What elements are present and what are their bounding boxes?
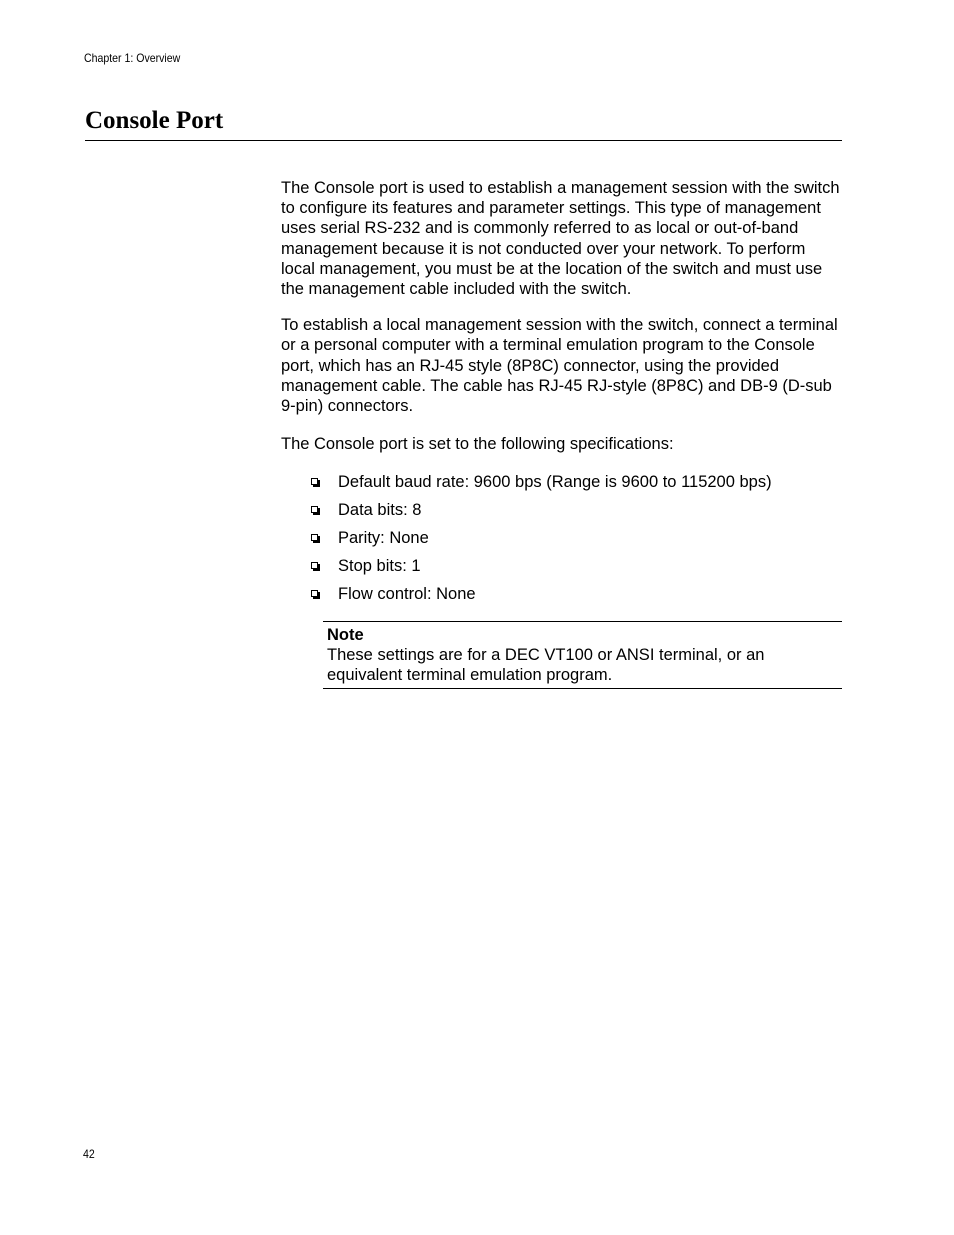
body-paragraph: The Console port is set to the following specifications: [281,435,674,454]
note-box [323,621,842,689]
title-divider [85,140,842,141]
note-heading: Note [327,626,364,644]
list-item-text: Default baud rate: 9600 bps (Range is 9600 to 115200 bps) [338,473,772,492]
checkbox-bullet-icon [311,478,318,485]
list-item-text: Parity: None [338,529,429,548]
list-item-text: Data bits: 8 [338,501,422,520]
checkbox-bullet-icon [311,562,318,569]
body-paragraph: To establish a local management session with the switch, connect a terminal or a personal computer with a terminal emulation program to the Console port, which has an RJ-45 style (8P8C) connector, using the provided management cable. The cable has RJ-45 RJ-style (8P8C) and DB-9 (D-sub 9-pin) connectors. [281,316,838,416]
list-item [281,500,841,528]
note-text: These settings are for a DEC VT100 or ANSI terminal, or an equivalent terminal emulation program. [327,646,765,685]
body-column [281,178,841,612]
running-header: Chapter 1: Overview [84,51,181,65]
list-item [281,556,841,584]
list-item-text: Flow control: None [338,585,476,604]
list-item-text: Stop bits: 1 [338,557,421,576]
list-item [281,584,841,612]
list-item [281,528,841,556]
section-title: Console Port [85,107,224,134]
body-paragraph: The Console port is used to establish a management session with the switch to configure its features and parameter settings. This type of management uses serial RS-232 and is commonly referred to as local or out-of-band management because it is not conducted over your network. To perform local management, you must be at the location of the switch and must use the management cable included with the switch. [281,179,840,299]
checkbox-bullet-icon [311,590,318,597]
checkbox-bullet-icon [311,506,318,513]
list-item [281,472,841,500]
page-number: 42 [83,1147,95,1161]
specification-list [281,472,841,612]
checkbox-bullet-icon [311,534,318,541]
